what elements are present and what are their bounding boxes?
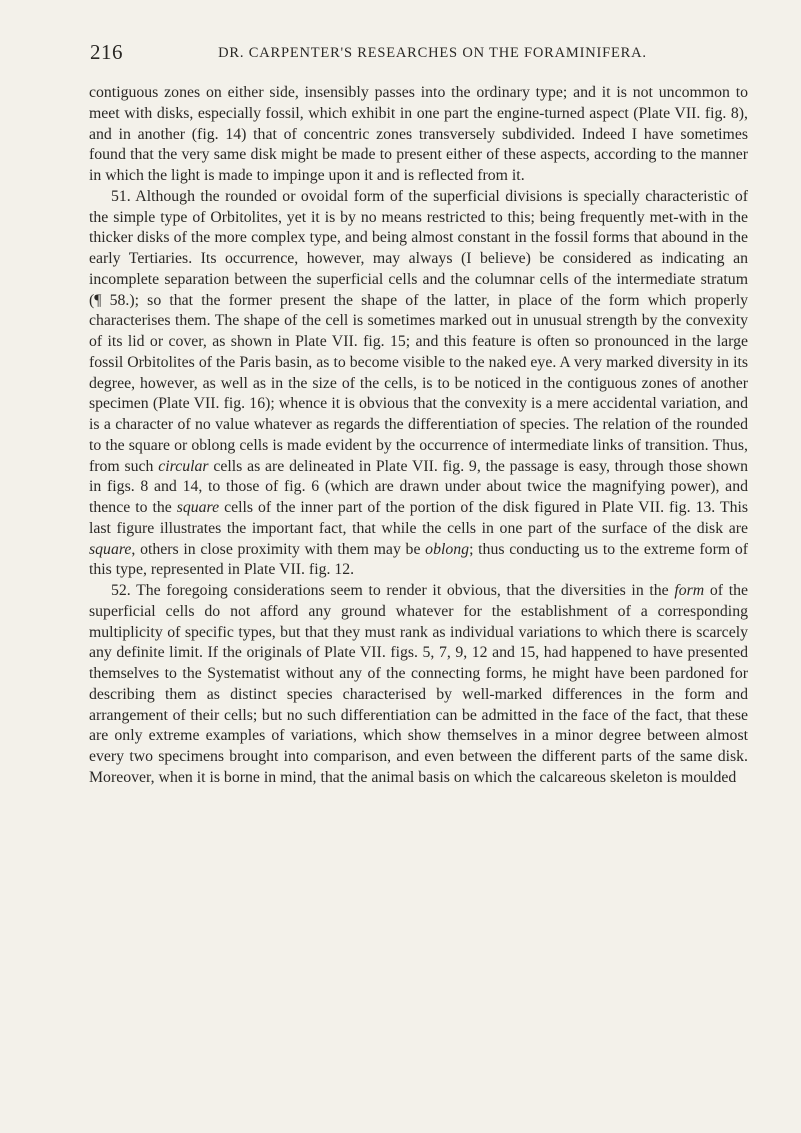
text-run: cells as are delineated in Plate VII. fig. 9, the passage is easy, through those shown in figs. 8 and 14, to those of fig. 6 (which are drawn under about twice the magnifying power), and thence to the [89,457,748,516]
paragraph-51 [89,187,748,581]
text-run: , others in close proximity with them may be [131,540,426,558]
body-text [89,83,748,789]
text-run: of the superficial cells do not afford any ground whatever for the establishment of a corresponding multiplicity of specific types, but that they must rank as individual variations to which there is scarcely any definite limit. If the originals of Plate VII. figs. 5, 7, 9, 12 and 15, had happened to have presented themselves to the Systematist without any of the connecting forms, he might have been pardoned for describing them as distinct species characterised by well-marked differences in the form and arrangement of their cells; but no such differentiation can be admitted in the face of the fact, that these are only extreme examples of variations, which show themselves in a minor degree between almost every two specimens brought into comparison, and even between the different parts of the same disk. Moreover, when it is borne in mind, that the animal basis on which the calcareous skeleton is moulded [89,582,748,786]
text-run: cells of the inner part of the portion of the disk figured in Plate VII. fig. 13. This last figure illustrates the important fact, that while the cells in one part of the surface of the disk are [89,499,749,537]
page-header [90,40,745,70]
paragraph-continued [89,83,748,187]
italic-text: square [176,499,220,516]
italic-text: oblong [425,540,470,558]
italic-text: circular [158,457,209,475]
text-run: 52. The foregoing considerations seem to render it obvious, that the diversities in the [111,582,675,599]
paragraph-52 [89,581,748,789]
text-run: 51. Although the rounded or ovoidal form of the superficial divisions is specially characteristic of the simple type of Orbitolites, yet it is by no means restricted to this; being frequently met-with in the thicker disks of the more complex type, and being almost constant in the fossil forms that abound in the early Tertiaries. Its occurrence, however, may always (I believe) be considered as indicating an incomplete separation between the superficial cells and the columnar cells of the intermediate stratum (¶ 58.); so that the former present the shape of the latter, in place of the form which properly characterises them. The shape of the cell is sometimes marked out in unusual strength by the convexity of its lid or cover, as shown in Plate VII. fig. 15; and this feature is often so pronounced in the large fossil Orbitolites of the Paris basin, as to become visible to the naked eye. A very marked diversity in its degree, however, as well as in the size of the cells, is to be noticed in the contiguous zones of another specimen (Plate VII. fig. 16); whence it is obvious that the convexity is a mere accidental variation, and is a character of no value whatever as regards the differentiation of species. The relation of the rounded to the square or oblong cells is made evident by the occurrence of intermediate links of transition. Thus, from such [89,187,748,475]
italic-text: form [674,582,705,599]
running-title: DR. CARPENTER'S RESEARCHES ON THE FORAMINIFERA. [218,45,647,61]
text-run: contiguous zones on either side, insensibly passes into the ordinary type; and it is not uncommon to meet with disks, especially fossil, which exhibit in one part the engine-turned aspect (Plate VII. fig. 8), and in another (fig. 14) that of concentric zones transversely subdivided. Indeed I have sometimes found that the very same disk might be made to present either of these aspects, according to the manner in which the light is made to impinge upon it and is reflected from it. [89,84,748,184]
italic-text: square [89,540,132,558]
text-run: ; thus conducting us to the extreme form of this type, represented in Plate VII. fig. 12. [89,540,748,579]
page-number: 216 [90,40,123,64]
